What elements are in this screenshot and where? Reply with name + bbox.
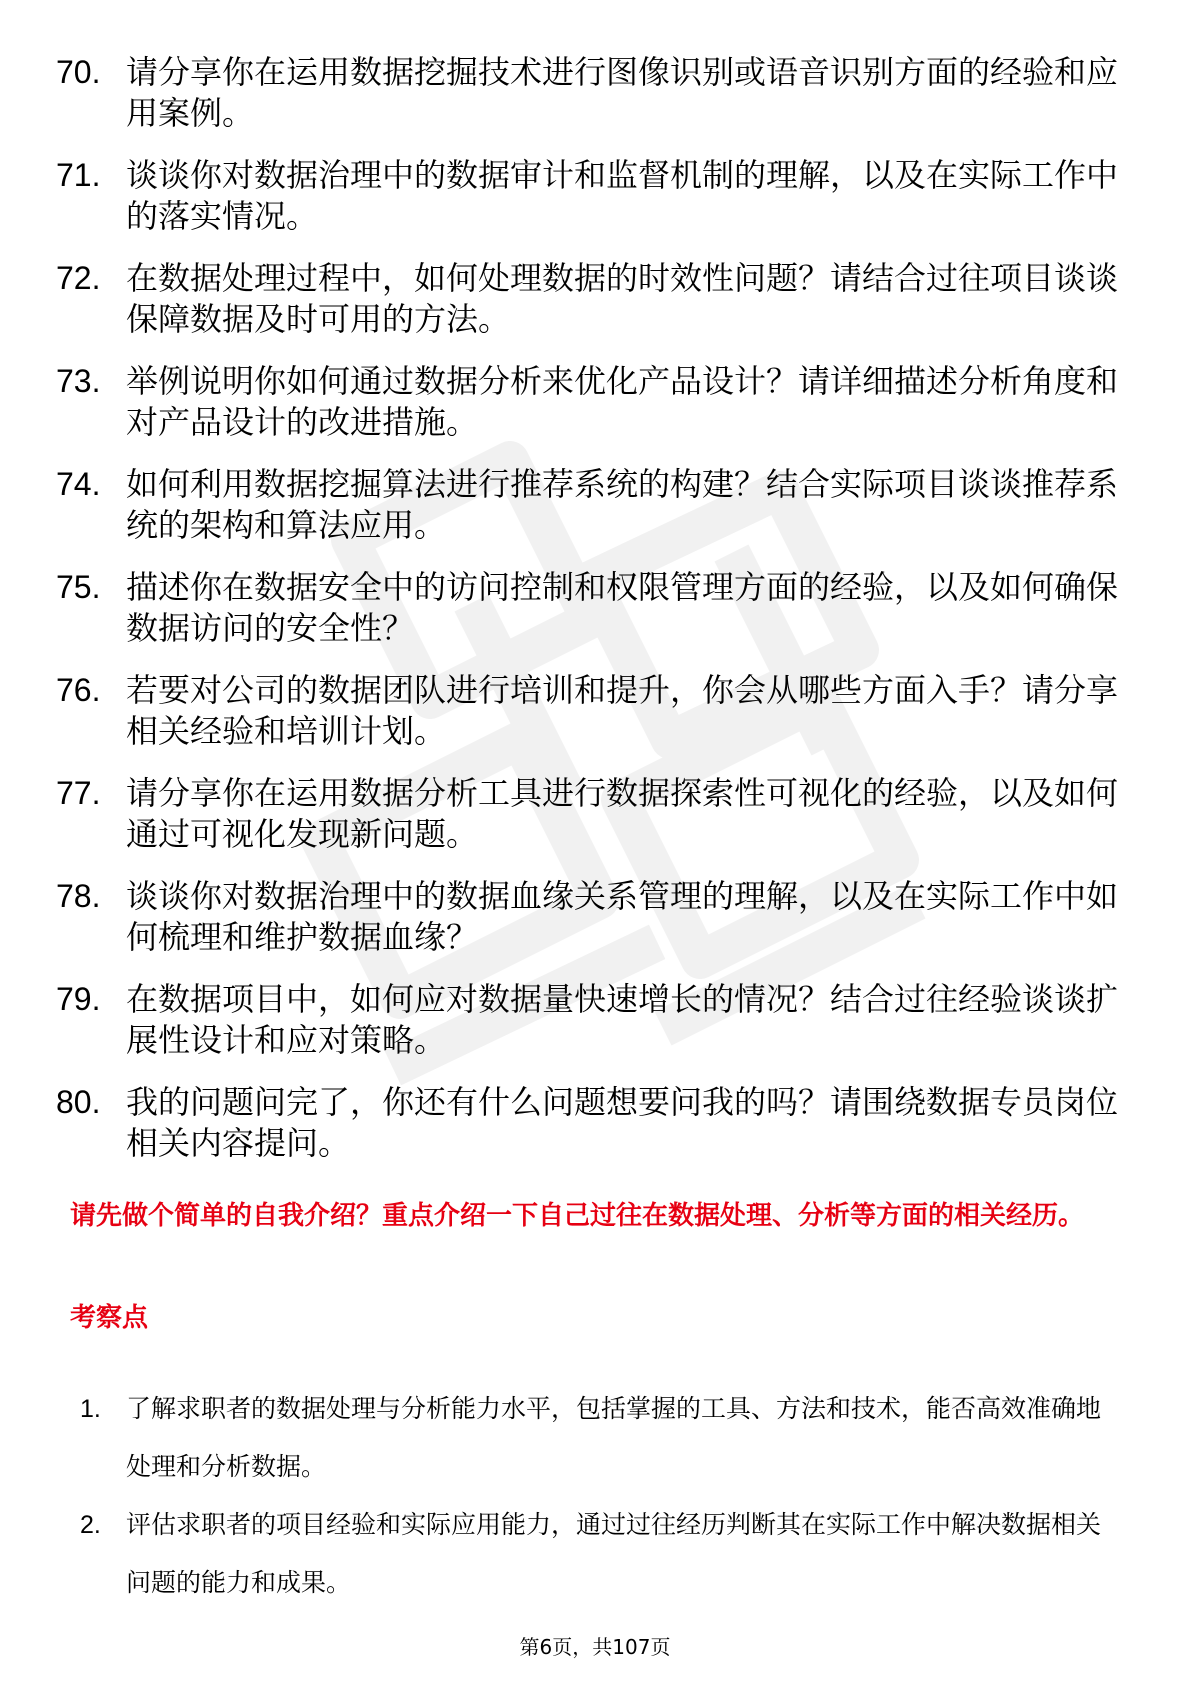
question-text: 谈谈你对数据治理中的数据审计和监督机制的理解，以及在实际工作中的落实情况。 [126,156,1119,235]
assessment-point-text: 了解求职者的数据处理与分析能力水平，包括掌握的工具、方法和技术，能否高效准确地处理和分析数据。 [126,1394,1102,1481]
question-text: 在数据项目中，如何应对数据量快速增长的情况？结合过往经验谈谈扩展性设计和应对策略。 [126,980,1119,1059]
question-text: 若要对公司的数据团队进行培训和提升，你会从哪些方面入手？请分享相关经验和培训计划。 [126,671,1119,750]
question-item [56,979,1126,1061]
assessment-point-number: 2. [80,1511,101,1539]
question-text: 举例说明你如何通过数据分析来优化产品设计？请详细描述分析角度和对产品设计的改进措施。 [126,362,1119,441]
question-number: 76. [56,672,101,708]
question-item [56,670,1126,752]
question-text: 描述你在数据安全中的访问控制和权限管理方面的经验，以及如何确保数据访问的安全性？ [126,568,1119,647]
assessment-points-list [80,1380,1120,1612]
question-item [56,876,1126,958]
question-item [56,258,1126,340]
assessment-point-number: 1. [80,1395,101,1423]
question-text: 我的问题问完了，你还有什么问题想要问我的吗？请围绕数据专员岗位相关内容提问。 [126,1083,1119,1162]
question-number: 80. [56,1084,101,1120]
question-number: 74. [56,466,101,502]
page-footer: 第6页，共107页 [519,1635,671,1659]
question-number: 75. [56,569,101,605]
question-number: 70. [56,54,101,90]
question-text: 谈谈你对数据治理中的数据血缘关系管理的理解，以及在实际工作中如何梳理和维护数据血缘？ [126,877,1119,956]
question-text: 如何利用数据挖掘算法进行推荐系统的构建？结合实际项目谈谈推荐系统的架构和算法应用。 [126,465,1119,544]
question-number: 72. [56,260,101,296]
question-number: 71. [56,157,101,193]
question-number: 73. [56,363,101,399]
question-item [56,52,1126,134]
question-text: 在数据处理过程中，如何处理数据的时效性问题？请结合过往项目谈谈保障数据及时可用的方法。 [126,259,1119,338]
question-list [56,52,1126,1185]
question-number: 78. [56,878,101,914]
question-item [56,361,1126,443]
question-item [56,1082,1126,1164]
assessment-point [80,1496,1120,1612]
question-item [56,567,1126,649]
question-number: 77. [56,775,101,811]
question-item [56,155,1126,237]
question-item [56,773,1126,855]
question-item [56,464,1126,546]
assessment-point-text: 评估求职者的项目经验和实际应用能力，通过过往经历判断其在实际工作中解决数据相关问题的能力和成果。 [126,1510,1102,1597]
intro-question-heading: 请先做个简单的自我介绍？重点介绍一下自己过往在数据处理、分析等方面的相关经历。 [70,1201,1085,1231]
question-number: 79. [56,981,101,1017]
question-text: 请分享你在运用数据挖掘技术进行图像识别或语音识别方面的经验和应用案例。 [126,53,1119,132]
assessment-point [80,1380,1120,1496]
assessment-points-title: 考察点 [70,1303,149,1333]
question-text: 请分享你在运用数据分析工具进行数据探索性可视化的经验，以及如何通过可视化发现新问题。 [126,774,1119,853]
